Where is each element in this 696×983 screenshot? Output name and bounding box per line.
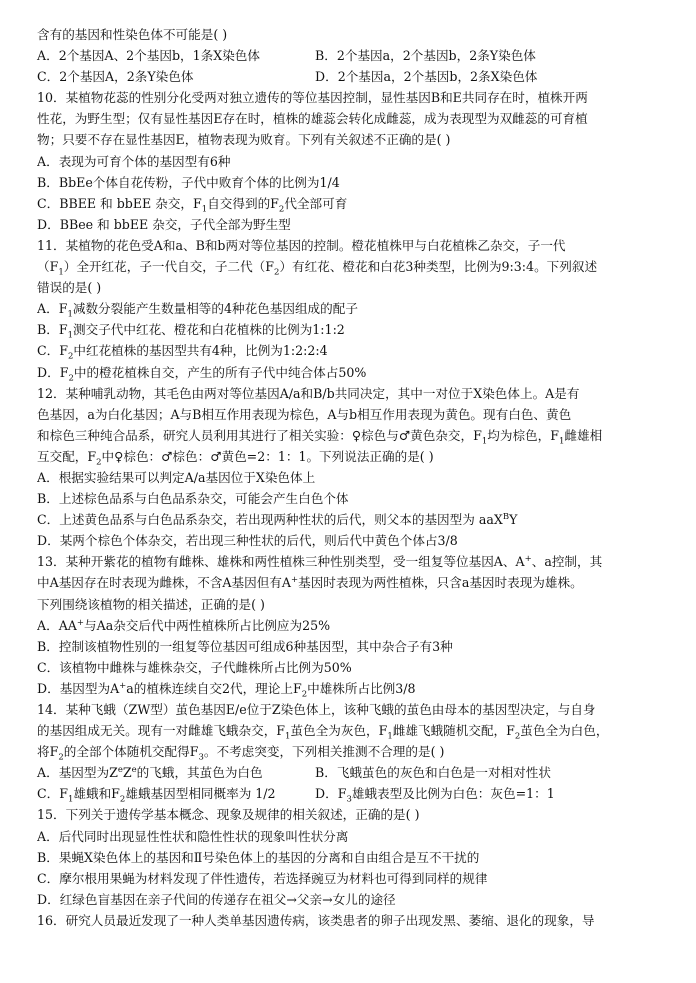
text-line: 互交配，$F_2$中♀棕色：♂棕色：♂黄色=2：1：1。下列说法正确的是( ) [37,448,434,467]
text-line: 错误的是( ) [37,280,102,296]
option-d: D．2个基因a，2个基因b，2条X染色体 [315,69,538,85]
question-12-stem: 12．某种哺乳动物，其毛色由两对等位基因A/a和B/b共同决定，其中一对位于X染色体上。A是有 [37,385,580,401]
option-d: D．基因型为A+a的植株连续自交2代，理论上$F_2$中雄株所占比例3/8 [37,680,416,699]
option-a: A．表现为可育个体的基因型有6种 [37,153,231,169]
text-line: 物；只要不存在显性基因E，植物表现为败育。下列有关叙述不正确的是( ) [37,132,451,148]
text-line: 中A基因存在时表现为雌株，不含A基因但有A+基因时表现为两性植株，只含a基因时表现为雄株。 [37,575,583,591]
question-11-stem: 11．某植物的花色受A和a、B和b两对等位基因的控制。橙花植株甲与白花植株乙杂交，子一代 [37,237,566,253]
text-line: 的基因组成无关。现有一对雌雄飞蛾杂交，$F_1$茧色全为灰色，$F_1$雌雄飞蛾随机交配，$F_2$茧色全为白色， [37,723,609,742]
question-10-stem: 10．某植物花蕊的性别分化受两对独立遗传的等位基因控制，显性基因B和E共同存在时，植株开两 [37,90,588,106]
option-c: C．摩尔根用果蝇为材料发现了伴性遗传，若选择豌豆为材料也可得到同样的规律 [37,870,488,886]
option-c: C．BBEE 和 bbEE 杂交，$F_1$自交得到的$F_2$代全部可育 [37,195,348,214]
option-row [37,762,670,783]
option-d: D．红绿色盲基因在亲子代间的传递存在祖父→父亲→女儿的途径 [37,891,396,907]
option-c: C．2个基因A，2条Y染色体 [37,69,194,85]
text-line: 下列围绕该植物的相关描述，正确的是( ) [37,596,265,612]
option-row [37,783,670,804]
option-b: B．飞蛾茧色的灰色和白色是一对相对性状 [315,765,551,781]
option-c: C．上述黄色品系与白色品系杂交，若出现两种性状的后代，则父本的基因型为 aaX$^B$Y [37,511,518,528]
option-c: C．$F_1$雄蛾和$F_2$雄蛾基因型相同概率为 1/2 [37,786,276,805]
text-line: 性花，为野生型；仅有显性基因E存在时，植株的雄蕊会转化成雌蕊，成为表现型为双雌蕊的可育植 [37,111,588,127]
option-b: B．BbEe个体自花传粉，子代中败育个体的比例为1/4 [37,174,340,190]
option-a: A．根据实验结果可以判定A/a基因位于X染色体上 [37,469,316,485]
option-b: B．上述棕色品系与白色品系杂交，可能会产生白色个体 [37,491,349,507]
option-b: B．2个基因a，2个基因b，2条Y染色体 [315,48,536,64]
option-a: A．$F_1$减数分裂能产生数量相等的4种花色基因组成的配子 [37,301,358,320]
text-line: 将$F_2$的全部个体随机交配得$F_3$。不考虑突变，下列相关推测不合理的是( ) [37,744,445,763]
option-c: C．该植物中雌株与雄株杂交，子代雌株所占比例为50% [37,659,352,675]
option-d: D．$F_2$中的橙花植株自交，产生的所有子代中纯合体占50% [37,364,367,383]
text-line: 色基因，a为白化基因；A与B相互作用表现为棕色，A与b相互作用表现为黄色。现有白色、黄色 [37,406,572,422]
text-line: $(F_1)$全开红花，子一代自交，子二代$(F_2)$有红花、橙花和白花3种类型，比例为9:3:4。下列叙述 [37,259,598,278]
option-row [37,66,670,87]
option-a: A．基因型为$Z^eZ^e$的飞蛾，其茧色为白色 [37,765,263,781]
question-13-stem: 13．某种开紫花的植物有雌株、雄株和两性植株三种性别类型，受一组复等位基因A、A+、a控制，其 [37,554,603,570]
text-line: 和棕色三种纯合品系，研究人员利用其进行了相关实验：♀棕色与♂黄色杂交，$F_1$均为棕色，$F_1$雌雄相 [37,427,603,446]
text-line: 含有的基因和性染色体不可能是( ) [37,27,228,42]
option-b: B．$F_1$测交子代中红花、橙花和白花植株的比例为1:1:2 [37,322,345,341]
option-b: B．控制该植物性别的一组复等位基因可组成6种基因型，其中杂合子有3种 [37,638,453,654]
question-14-stem: 14．某种飞蛾（ZW型）茧色基因E/e位于Z染色体上，该种飞蛾的茧色由母本的基因型决定，与自身 [37,702,596,717]
option-row [37,45,670,66]
option-d: D．BBee 和 bbEE 杂交，子代全部为野生型 [37,216,291,232]
option-a: A．2个基因A、2个基因b，1条X染色体 [37,48,260,64]
option-a: A．后代同时出现显性性状和隐性性状的现象叫性状分离 [37,828,349,844]
option-c: C．$F_2$中红花植株的基因型共有4种，比例为1:2:2:4 [37,343,328,362]
option-d: D．$F_3$雄蛾表型及比例为白色：灰色=1：1 [315,786,555,805]
option-d: D．某两个棕色个体杂交，若出现三种性状的后代，则后代中黄色个体占3/8 [37,533,458,549]
option-a: A．AA+与Aa杂交后代中两性植株所占比例应为25% [37,617,331,633]
option-b: B．果蝇Ⅹ染色体上的基因和Ⅱ号染色体上的基因的分离和自由组合是互不干扰的 [37,849,480,865]
question-15-stem: 15．下列关于遗传学基本概念、现象及规律的相关叙述，正确的是( ) [37,807,420,823]
question-16-stem: 16．研究人员最近发现了一种人类单基因遗传病，该类患者的卵子出现发黑、萎缩、退化的现象，导 [37,912,595,928]
